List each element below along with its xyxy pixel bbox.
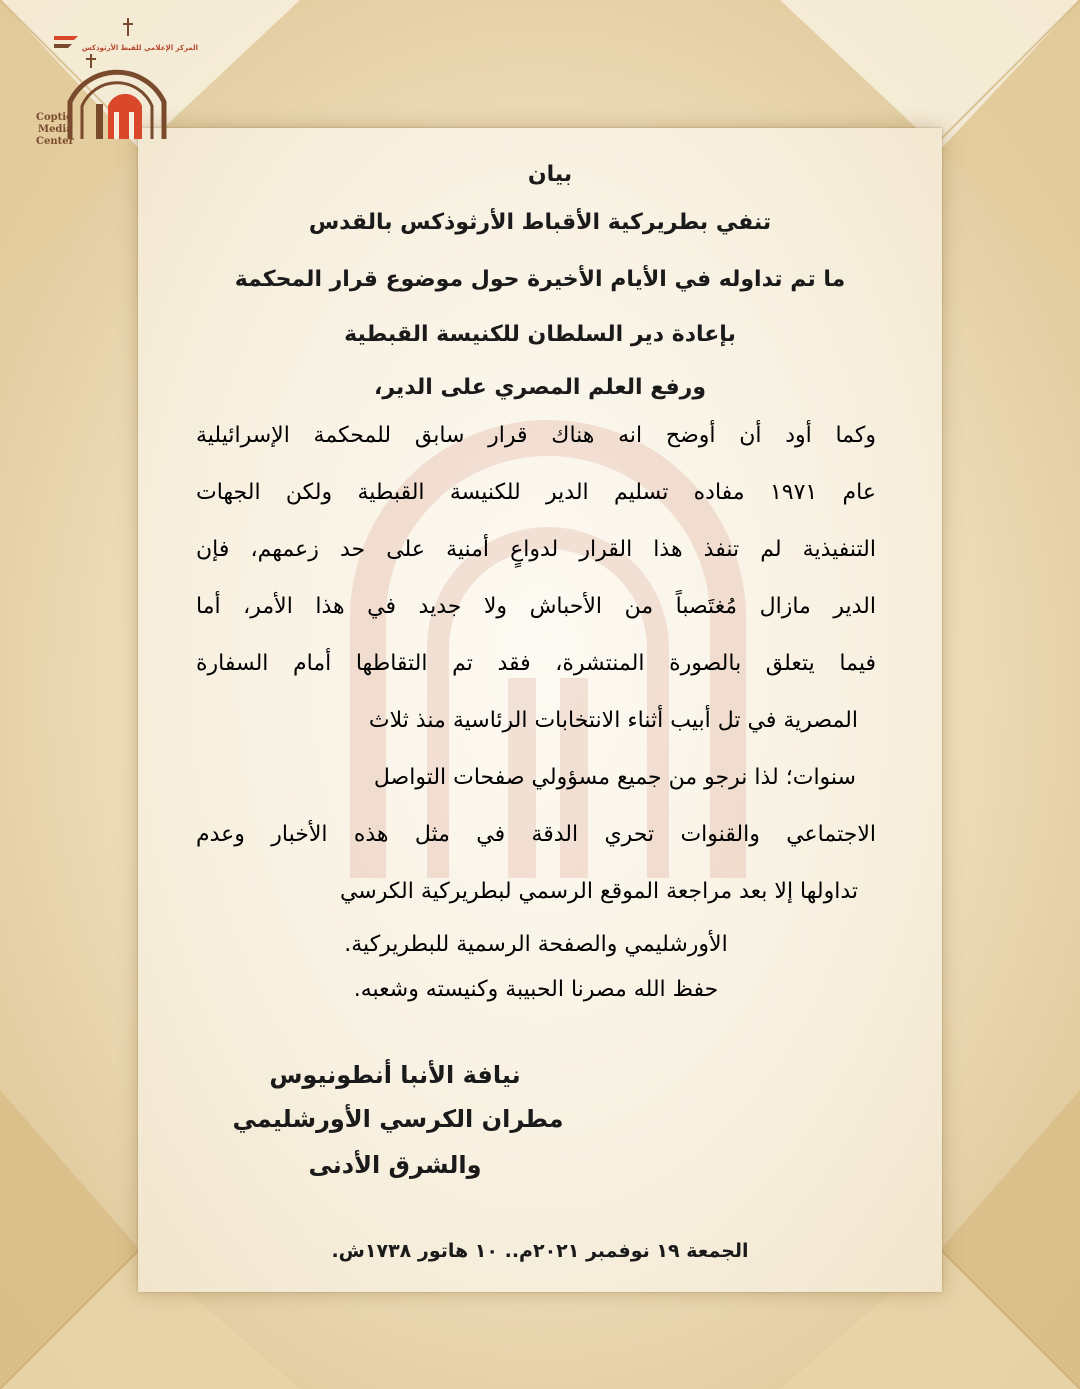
intro-line-3: ورفع العلم المصري على الدير،: [373, 375, 707, 400]
statement-subheading: تنفي بطريركية الأقباط الأرثوذكس بالقدس: [308, 210, 772, 235]
statement-heading: بيان: [527, 162, 573, 187]
body-line: الدير مازال مُغتَصباً من الأحباش ولا جديد في هذا الأمر، أما: [196, 594, 876, 619]
body-line: تداولها إلا بعد مراجعة الموقع الرسمي لبطريركية الكرسي: [339, 879, 858, 904]
logo-arabic-text: المركز الإعلامي للقبط الأرثوذكس: [82, 44, 199, 52]
statement-header: [190, 155, 890, 414]
signature-title: مطران الكرسي الأورشليمي: [232, 1105, 564, 1133]
body-line: التنفيذية لم تنفذ هذا القرار لدواعٍ أمنية على حد زعمهم، فإن: [196, 537, 876, 562]
body-line: الأورشليمي والصفحة الرسمية للبطريركية.: [344, 932, 728, 957]
coptic-media-center-logo: [32, 14, 199, 149]
closing-line: حفظ الله مصرنا الحبيبة وكنيسته وشعبه.: [353, 977, 719, 1002]
body-line: فيما يتعلق بالصورة المنتشرة، فقد تم التقاطها أمام السفارة: [196, 651, 876, 676]
logo-english-media: Media: [38, 124, 73, 135]
intro-line-2: بإعادة دير السلطان للكنيسة القبطية: [344, 322, 736, 347]
intro-line-1: ما تم تداوله في الأيام الأخيرة حول موضوع قرار المحكمة: [234, 267, 846, 292]
body-line: سنوات؛ لذا نرجو من جميع مسؤولي صفحات التواصل: [373, 765, 856, 790]
signature-name: نيافة الأنبا أنطونيوس: [269, 1061, 521, 1089]
body-line: وكما أود أن أوضح انه هناك قرار سابق للمحكمة الإسرائيلية: [196, 423, 876, 448]
document-date: الجمعة ١٩ نوفمبر ٢٠٢١م.. ١٠ هاتور ١٧٣٨ش.: [331, 1240, 749, 1262]
signature-region: والشرق الأدنى: [308, 1151, 482, 1179]
body-line: المصرية في تل أبيب أثناء الانتخابات الرئاسية منذ ثلاث: [368, 708, 858, 733]
statement-body: [196, 407, 876, 1010]
body-line: الاجتماعي والقنوات تحري الدقة في مثل هذه الأخبار وعدم: [196, 822, 876, 847]
logo-english-coptic: Coptic: [36, 112, 73, 123]
logo-english-center: Center: [36, 136, 74, 147]
body-line: عام ١٩٧١ مفاده تسليم الدير للكنيسة القبطية ولكن الجهات: [196, 480, 876, 505]
